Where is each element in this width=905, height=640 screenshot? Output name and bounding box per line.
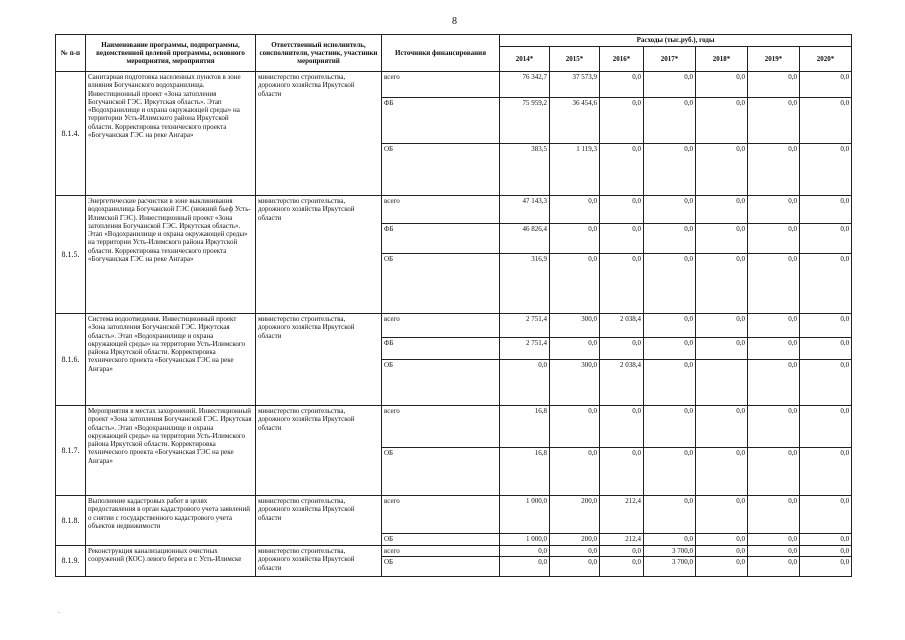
row-code: 8.1.8. xyxy=(56,496,86,546)
expense-cell: 0,0 xyxy=(696,448,748,496)
expense-cell: 0,0 xyxy=(500,546,550,557)
expense-cell: 0,0 xyxy=(550,338,600,360)
expense-cell: 2 751,4 xyxy=(500,338,550,360)
expense-cell: 0,0 xyxy=(550,557,600,577)
expense-cell: 212,4 xyxy=(600,496,644,534)
expense-cell: 0,0 xyxy=(644,534,696,546)
expense-cell: 0,0 xyxy=(800,546,852,557)
expense-cell: 1 000,0 xyxy=(500,534,550,546)
expense-cell: 0,0 xyxy=(696,98,748,144)
expense-cell: 0,0 xyxy=(696,314,748,338)
expense-cell: 0,0 xyxy=(600,98,644,144)
row-source: ОБ xyxy=(382,448,500,496)
expense-cell: 212,4 xyxy=(600,534,644,546)
header-year: 2014* xyxy=(500,47,550,72)
row-responsible: министерство строительства, дорожного хозяйства Иркутской области xyxy=(256,314,382,406)
row-responsible: министерство строительства, дорожного хозяйства Иркутской области xyxy=(256,72,382,196)
row-source: всего xyxy=(382,406,500,448)
row-source: ФБ xyxy=(382,224,500,254)
expense-cell: 0,0 xyxy=(550,224,600,254)
expense-cell: 0,0 xyxy=(696,557,748,577)
expense-cell: 0,0 xyxy=(696,546,748,557)
expense-cell: 0,0 xyxy=(696,406,748,448)
expense-cell: 0,0 xyxy=(748,534,800,546)
row-source: ОБ xyxy=(382,144,500,196)
page-number: 8 xyxy=(452,16,457,27)
expense-cell: 0,0 xyxy=(800,254,852,314)
expense-cell: 0,0 xyxy=(600,406,644,448)
expense-cell: 0,0 xyxy=(748,360,800,406)
expense-cell: 0,0 xyxy=(600,546,644,557)
row-responsible: министерство строительства, дорожного хозяйства Иркутской области xyxy=(256,496,382,546)
expense-cell: 0,0 xyxy=(748,338,800,360)
expense-cell: 0,0 xyxy=(800,338,852,360)
expense-cell: 300,0 xyxy=(550,360,600,406)
expense-cell: 1 000,0 xyxy=(500,496,550,534)
expense-cell: 0,0 xyxy=(800,144,852,196)
expense-cell: 0,0 xyxy=(550,448,600,496)
expense-cell: 0,0 xyxy=(696,254,748,314)
row-source: всего xyxy=(382,546,500,557)
table-row xyxy=(56,196,852,224)
row-name: Реконструкция канализационных очистных сооружений (КОС) левого берега в г. Усть-Илимске xyxy=(86,546,256,577)
expense-cell: 0,0 xyxy=(800,534,852,546)
table-row xyxy=(56,314,852,338)
header-year: 2016* xyxy=(600,47,644,72)
header-year: 2018* xyxy=(696,47,748,72)
expense-cell: 36 454,6 xyxy=(550,98,600,144)
expense-cell: 3 700,0 xyxy=(644,546,696,557)
expense-cell: 0,0 xyxy=(800,496,852,534)
expense-cell: 0,0 xyxy=(800,448,852,496)
row-source: ОБ xyxy=(382,557,500,577)
row-code: 8.1.9. xyxy=(56,546,86,577)
expense-cell: 3 700,0 xyxy=(644,557,696,577)
header-year: 2017* xyxy=(644,47,696,72)
table-row xyxy=(56,546,852,557)
table-body xyxy=(56,72,852,577)
expense-cell: 0,0 xyxy=(644,72,696,98)
expense-cell: 383,5 xyxy=(500,144,550,196)
row-code: 8.1.7. xyxy=(56,406,86,496)
expense-cell: 0,0 xyxy=(696,72,748,98)
header-name: Наименование программы, подпрограммы, ведомственной целевой программы, основного мероприятия, мероприятия xyxy=(86,35,256,72)
row-name: Выполнение кадастровых работ в целях предоставления в орган кадастрового учета заявлений о снятии с государственного кадастрового учета объектов недвижимости xyxy=(86,496,256,546)
expense-cell: 0,0 xyxy=(550,254,600,314)
expense-cell: 0,0 xyxy=(644,144,696,196)
expense-cell: 0,0 xyxy=(748,254,800,314)
expense-cell: 0,0 xyxy=(696,224,748,254)
expense-cell: 76 342,7 xyxy=(500,72,550,98)
expense-cell: 16,8 xyxy=(500,406,550,448)
expense-cell: 0,0 xyxy=(748,406,800,448)
expense-cell: 2 038,4 xyxy=(600,360,644,406)
expense-cell: 0,0 xyxy=(500,557,550,577)
expense-cell: 0,0 xyxy=(600,338,644,360)
budget-table xyxy=(55,34,852,577)
row-code: 8.1.5. xyxy=(56,196,86,314)
expense-cell: 0,0 xyxy=(644,338,696,360)
header-number: № п-п xyxy=(56,35,86,72)
row-source: ФБ xyxy=(382,338,500,360)
row-name: Система водоотведения. Инвестиционный проект «Зона затопления Богучанской ГЭС. Иркутская область». Этап «Водохранилище и охрана окружающей среды» на территории Усть-Илимского района Иркутской области. Корректировка технического проекта «Богучанская ГЭС на реке Ангара» xyxy=(86,314,256,406)
expense-cell: 0,0 xyxy=(600,254,644,314)
expense-cell: 0,0 xyxy=(644,224,696,254)
expense-cell: 0,0 xyxy=(600,72,644,98)
row-responsible: министерство строительства, дорожного хозяйства Иркутской области xyxy=(256,196,382,314)
row-source: ОБ xyxy=(382,254,500,314)
header-source: Источники финансирования xyxy=(382,35,500,72)
expense-cell: 0,0 xyxy=(600,144,644,196)
expense-cell: 16,8 xyxy=(500,448,550,496)
expense-cell: 2 038,4 xyxy=(600,314,644,338)
expense-cell: 0,0 xyxy=(600,557,644,577)
row-responsible: министерство строительства, дорожного хозяйства Иркутской области xyxy=(256,546,382,577)
expense-cell: 0,0 xyxy=(748,557,800,577)
row-responsible: министерство строительства, дорожного хозяйства Иркутской области xyxy=(256,406,382,496)
expense-cell: 0,0 xyxy=(696,338,748,360)
expense-cell: 0,0 xyxy=(800,406,852,448)
expense-cell: 0,0 xyxy=(800,557,852,577)
expense-cell: 0,0 xyxy=(550,406,600,448)
expense-cell: 0,0 xyxy=(748,98,800,144)
row-name: Мероприятия в местах захоронений. Инвестиционный проект «Зона затопления Богучанской ГЭС. Иркутская область». Этап «Водохранилище и охрана окружающей среды» на территории Усть-Илимского района Иркутской области. Корректировка технического проекта «Богучанская ГЭС на реке Ангара» xyxy=(86,406,256,496)
header-responsible: Ответственный исполнитель, соисполнители, участник, участники мероприятий xyxy=(256,35,382,72)
footer-mark: . xyxy=(58,606,60,615)
expense-cell: 0,0 xyxy=(600,448,644,496)
expense-cell: 37 573,9 xyxy=(550,72,600,98)
expense-cell: 0,0 xyxy=(748,196,800,224)
header-expenses: Расходы (тыс.руб.), годы xyxy=(500,35,852,47)
expense-cell: 0,0 xyxy=(600,196,644,224)
expense-cell: 0,0 xyxy=(644,406,696,448)
expense-cell: 316,9 xyxy=(500,254,550,314)
header-year: 2020* xyxy=(800,47,852,72)
table-row xyxy=(56,496,852,534)
expense-cell: 0,0 xyxy=(800,196,852,224)
expense-cell: 0,0 xyxy=(800,314,852,338)
expense-cell: 47 143,3 xyxy=(500,196,550,224)
row-name: Энергетические расчистки в зоне выклинивания водохранилища Богучанской ГЭС (нижний бьеф Усть-Илимской ГЭС). Инвестиционный проект «Зона затопления Богучанской ГЭС. Иркутская область». Этап «Водохранилище и охрана окружающей среды» на территории Усть-Илимского района Иркутской области. Корректировка технического проекта «Богучанская ГЭС на реке Ангара» xyxy=(86,196,256,314)
expense-cell: 0,0 xyxy=(644,314,696,338)
expense-cell: 0,0 xyxy=(748,144,800,196)
expense-cell: 1 119,3 xyxy=(550,144,600,196)
row-source: всего xyxy=(382,72,500,98)
row-source: ФБ xyxy=(382,98,500,144)
table-row xyxy=(56,72,852,98)
row-code: 8.1.6. xyxy=(56,314,86,406)
row-source: всего xyxy=(382,496,500,534)
expense-cell: 0,0 xyxy=(500,360,550,406)
row-source: ОБ xyxy=(382,534,500,546)
expense-cell: 0,0 xyxy=(748,448,800,496)
expense-cell: 0,0 xyxy=(696,496,748,534)
row-name: Санитарная подготовка населенных пунктов в зоне влияния Богучанского водохранилища. Инвестиционный проект «Зона затопления Богучанской ГЭС. Иркутская область». Этап «Водохранилище и охрана окружающей среды» на территории Усть-Илимского района Иркутской области. Корректировка технического проекта «Богучанская ГЭС на реке Ангара» xyxy=(86,72,256,196)
expense-cell: 0,0 xyxy=(800,72,852,98)
expense-cell: 0,0 xyxy=(800,98,852,144)
expense-cell: 0,0 xyxy=(696,144,748,196)
expense-cell: 0,0 xyxy=(644,254,696,314)
expense-cell: 300,0 xyxy=(550,314,600,338)
expense-cell: 0,0 xyxy=(748,496,800,534)
expense-cell xyxy=(696,360,748,406)
expense-cell: 0,0 xyxy=(696,534,748,546)
expense-cell: 2 751,4 xyxy=(500,314,550,338)
row-source: всего xyxy=(382,196,500,224)
table-row xyxy=(56,406,852,448)
row-source: ОБ xyxy=(382,360,500,406)
expense-cell: 0,0 xyxy=(550,196,600,224)
expense-cell: 0,0 xyxy=(748,314,800,338)
row-source: всего xyxy=(382,314,500,338)
header-year: 2015* xyxy=(550,47,600,72)
table-header xyxy=(56,35,852,72)
expense-cell: 46 826,4 xyxy=(500,224,550,254)
expense-cell: 0,0 xyxy=(748,72,800,98)
expense-cell: 0,0 xyxy=(644,98,696,144)
expense-cell: 0,0 xyxy=(644,496,696,534)
expense-cell: 0,0 xyxy=(800,224,852,254)
row-code: 8.1.4. xyxy=(56,72,86,196)
expense-cell: 0,0 xyxy=(644,448,696,496)
expense-cell: 0,0 xyxy=(550,546,600,557)
header-year: 2019* xyxy=(748,47,800,72)
expense-cell: 0,0 xyxy=(600,224,644,254)
expense-cell: 75 959,2 xyxy=(500,98,550,144)
expense-cell: 0,0 xyxy=(696,196,748,224)
expense-cell: 0,0 xyxy=(748,224,800,254)
expense-cell: 0,0 xyxy=(800,360,852,406)
expense-cell: 200,0 xyxy=(550,534,600,546)
expense-cell: 0,0 xyxy=(644,196,696,224)
expense-cell: 0,0 xyxy=(748,546,800,557)
expense-cell: 0,0 xyxy=(644,360,696,406)
expense-cell: 200,0 xyxy=(550,496,600,534)
